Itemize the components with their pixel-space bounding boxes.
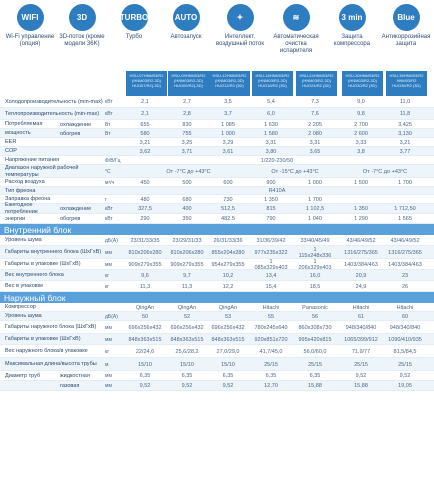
table-cell: 1 085x329x403: [254, 258, 288, 271]
feature-label: Интеллект. воздушный поток: [215, 34, 265, 47]
table-cell: 9,52: [399, 373, 411, 379]
table-cell: 1 350: [264, 196, 278, 203]
table-cell: 19,05: [398, 383, 412, 389]
table-cell: 10,2: [222, 272, 234, 279]
table-cell: 2 700: [354, 121, 368, 128]
spanned-cell: R410A: [268, 188, 286, 194]
table-cell: 2 205: [308, 121, 322, 128]
table-cell: 15,4: [265, 283, 277, 290]
feature-autostart: [160, 0, 212, 41]
table-cell: 1316/275/365: [388, 249, 422, 256]
table-cell: 1 500: [354, 179, 368, 186]
3d-flow-icon: 3D: [69, 4, 96, 31]
row-unit: мм: [105, 373, 112, 379]
table-row: [0, 235, 434, 246]
table-cell: 43/46/49/52: [390, 237, 420, 244]
row-unit: мм: [105, 336, 112, 343]
table-cell: 1403/384/463: [388, 261, 422, 268]
row-unit: дБ(А): [105, 313, 118, 320]
table-cell: 995x420x815: [298, 336, 332, 343]
table-cell: Hitachi: [396, 304, 414, 311]
row-sublabel: охлаждение: [60, 206, 92, 212]
row-unit: м: [105, 361, 109, 368]
row-unit: Вт: [105, 130, 111, 137]
table-cell: 1 115x248x336: [298, 246, 332, 259]
table-cell: 1 565: [398, 216, 412, 222]
table-cell: 810x206x280: [128, 249, 162, 256]
table-cell: 1 085: [221, 121, 235, 128]
table-row: [0, 371, 434, 381]
table-cell: 3,80: [265, 148, 277, 155]
row-sublabel: газовая: [60, 383, 80, 389]
table-cell: 790: [266, 216, 276, 222]
row-label: Вес внутреннего блока: [5, 272, 64, 278]
table-cell: 31/36/39/42: [256, 237, 286, 244]
model-header-3: HSU-12HNM03/R2 (HNM03/R2-3D) HUO12/R2 (3D): [209, 71, 251, 96]
table-cell: 909x279x355: [170, 261, 204, 268]
table-cell: 1 000: [308, 179, 322, 186]
table-cell: Panasonic: [302, 304, 328, 311]
table-cell: 450: [140, 179, 150, 186]
table-cell: 1 102,5: [305, 206, 325, 212]
feature-label: Автоматическая очистка испарителя: [273, 34, 319, 54]
table-cell: 3,21: [399, 139, 411, 146]
table-cell: 3,21: [139, 139, 151, 146]
table-cell: 7,6: [311, 111, 319, 117]
table-cell: 23/31/33/35: [130, 237, 160, 244]
table-cell: 26: [401, 283, 409, 290]
feature-wifi: [4, 0, 56, 48]
section-outdoor-title: Наружный блок: [0, 292, 434, 303]
table-cell: 23: [401, 272, 409, 279]
table-cell: 25/15: [398, 361, 412, 368]
row-unit: кВт: [105, 206, 113, 212]
table-cell: 22/24,6: [135, 348, 155, 355]
table-cell: 6,35: [222, 373, 234, 379]
spanned-cell: 1/220-230/50: [260, 157, 294, 164]
row-unit: м³/ч: [105, 179, 115, 186]
table-cell: 3,425: [398, 121, 412, 128]
feature-label: Турбо: [125, 34, 143, 40]
table-cell: 500: [182, 179, 192, 186]
table-row: [0, 312, 434, 321]
table-cell: 81,5/84,5: [393, 348, 417, 355]
table-cell: 848x363x515: [170, 336, 204, 343]
row-unit: мм: [105, 383, 112, 389]
table-cell: 6,35: [309, 373, 321, 379]
smart-airflow-icon: ✦: [227, 4, 254, 31]
anticorrosion-icon: Blue: [393, 4, 420, 31]
table-cell: 2,8: [183, 111, 191, 117]
table-cell: 11,8: [399, 111, 411, 117]
row-label: Расход воздуха: [5, 179, 45, 185]
table-cell: 27,0/29,0: [216, 348, 240, 355]
autostart-icon: AUTO: [173, 4, 200, 31]
feature-anticorrosion: [380, 0, 432, 48]
table-cell: 1065/399/912: [344, 336, 378, 343]
row-label: Вес в упаковке: [5, 283, 44, 289]
table-cell: 580: [140, 130, 150, 137]
table-cell: 50: [141, 313, 149, 320]
row-label: Габариты внутреннего блока (ШхГхВ): [5, 249, 102, 255]
table-cell: 3,65: [309, 148, 321, 155]
feature-icons-bar: [0, 0, 434, 70]
row-label: Габариты в упаковке (ШхГхВ): [5, 336, 81, 342]
table-cell: QingAn: [177, 304, 197, 311]
table-cell: [388, 195, 422, 204]
model-header-4: HSU-18HNM03/R2 (HNM03/R2-3D) HUO18/R2 (3D): [252, 71, 294, 96]
table-row: [0, 246, 434, 259]
table-cell: 25/15: [354, 361, 368, 368]
table-cell: 53: [224, 313, 232, 320]
table-cell: 56: [311, 313, 319, 320]
feature-label: Антикоррозийная защита: [381, 34, 431, 47]
header-label-blank: [0, 71, 128, 96]
grouped-cell: От -7°С до +43°С: [362, 168, 408, 175]
row-label: Теплопроизводительность (min-max): [5, 110, 100, 117]
table-cell: 11,3: [181, 283, 193, 290]
table-cell: 2,1: [141, 99, 149, 105]
table-cell: 680: [182, 196, 192, 203]
table-cell: 848x363x515: [211, 336, 245, 343]
row-unit: Ф/В/Гц: [105, 157, 121, 164]
table-cell: [344, 195, 378, 204]
model-header-1: HSU-07HNM03/R2 (HNM03/R2-3D) HUO07/R2(-3D): [126, 71, 168, 96]
row-unit: кВт: [105, 111, 113, 117]
row-unit: Вт: [105, 121, 111, 128]
table-cell: 954x279x355: [211, 261, 245, 268]
table-cell: 20,9: [355, 272, 367, 279]
table-cell: 60: [401, 313, 409, 320]
table-row: [0, 187, 434, 195]
table-cell: 61: [357, 313, 365, 320]
table-cell: 56,0/60,0: [303, 348, 327, 355]
row-label: Напряжение питания: [5, 157, 60, 163]
table-cell: 1 350: [354, 206, 368, 212]
table-cell: 1 206x329x403: [298, 258, 332, 271]
row-unit: мм: [105, 261, 112, 268]
table-cell: 696x256x432: [170, 324, 204, 331]
table-cell: 1316/275/365: [344, 249, 378, 256]
table-cell: 11,0: [399, 99, 411, 105]
row-label: Холодопроизводительность (min-max): [5, 98, 103, 105]
table-cell: Hitachi: [352, 304, 370, 311]
row-unit: мм: [105, 324, 112, 331]
grouped-cell: От -7°С до +43°С: [166, 168, 211, 175]
table-cell: 290: [140, 216, 150, 222]
table-cell: 855x204x280: [211, 249, 245, 256]
table-cell: 25,6/28,2: [175, 348, 199, 355]
table-cell: 1 040: [308, 216, 322, 222]
table-cell: 41,7/45,0: [259, 348, 283, 355]
row-unit: кг: [105, 348, 110, 355]
table-cell: 11,3: [139, 283, 151, 290]
table-cell: 15,88: [308, 383, 322, 389]
table-cell: 327,5: [138, 206, 152, 212]
table-cell: 6,35: [181, 373, 193, 379]
table-row: [0, 345, 434, 358]
table-cell: 482,5: [221, 216, 235, 222]
table-cell: 815: [266, 206, 276, 212]
row-label: Диаметр труб: [5, 372, 41, 379]
table-cell: 780x245x640: [254, 324, 288, 331]
row-unit: дБ(А): [105, 237, 118, 244]
table-cell: 948/340/840: [345, 324, 377, 331]
row-unit: г: [105, 196, 107, 203]
row-unit: кВт: [105, 99, 113, 105]
table-cell: 55: [267, 313, 275, 320]
table-row: [0, 147, 434, 156]
table-cell: 3,130: [398, 130, 412, 137]
row-label: EER: [5, 139, 17, 145]
model-header-row: [0, 71, 434, 96]
table-cell: 3,5: [224, 99, 232, 105]
table-cell: 2,1: [141, 111, 149, 117]
table-cell: 23/29/31/33: [172, 237, 202, 244]
feature-self-clean: [270, 0, 322, 55]
table-row: [0, 270, 434, 281]
table-cell: 900: [266, 179, 276, 186]
table-cell: 15/10: [138, 361, 152, 368]
row-label: мощность: [5, 130, 31, 136]
table-cell: QingAn: [218, 304, 238, 311]
table-cell: 9,7: [183, 272, 191, 279]
table-cell: 1 000: [221, 130, 235, 137]
table-cell: 1 580: [264, 130, 278, 137]
model-header-5: HSU-24HNM03/R2 (HNM03/R2-3D) HUO24/R2 (3D): [296, 71, 338, 96]
table-row: [0, 259, 434, 270]
table-row: [0, 108, 434, 120]
feature-label: Wi-Fi управление (опция): [5, 34, 55, 47]
table-cell: 2 600: [354, 130, 368, 137]
table-cell: 1 712,50: [394, 206, 416, 212]
row-label: Тип фреона: [5, 187, 36, 194]
table-cell: 3,77: [399, 148, 411, 155]
table-row: [0, 321, 434, 334]
table-row: [0, 334, 434, 345]
table-cell: QingAn: [135, 304, 155, 311]
table-cell: 12,70: [264, 383, 278, 389]
model-header-7: HSU-36HNM03/R2 HNM03/R2 HUO36/R2 (3D): [386, 71, 428, 96]
table-cell: 655: [140, 121, 150, 128]
table-cell: 7,3: [311, 99, 319, 105]
self-clean-icon: ≋: [283, 4, 310, 31]
table-cell: 909x279x355: [128, 261, 162, 268]
table-cell: 3,31: [265, 139, 277, 146]
table-cell: 71,9/77: [351, 348, 371, 355]
row-sublabel: обогрев: [60, 130, 81, 137]
table-row: [0, 129, 434, 138]
table-cell: 3,29: [222, 139, 234, 146]
feature-smart-airflow: [214, 0, 266, 48]
model-header-2: HSU-09HNM03/R2 (HNM03/R2-3D) HUO09/R2(-3D): [168, 71, 210, 96]
table-cell: 9,52: [139, 383, 151, 389]
feature-label: Защита компрессора: [333, 34, 371, 47]
table-cell: 25/15: [308, 361, 322, 368]
table-cell: 3,33: [355, 139, 367, 146]
table-cell: 600: [223, 179, 233, 186]
table-row: [0, 138, 434, 147]
row-unit: мм: [105, 249, 112, 256]
row-label: Уровень шума: [5, 237, 42, 243]
table-row: [0, 281, 434, 292]
table-row: [0, 165, 434, 178]
wifi-icon: WIFI: [17, 4, 44, 31]
row-label: энергии: [5, 215, 26, 222]
row-label: Ежегодное потребление: [5, 202, 38, 215]
table-cell: 15,88: [354, 383, 368, 389]
row-sublabel: жидкостная: [60, 373, 90, 379]
table-cell: 6,35: [139, 373, 151, 379]
table-cell: 16,0: [309, 272, 321, 279]
row-unit: кг: [105, 283, 110, 290]
table-cell: 9,52: [222, 383, 234, 389]
table-cell: 948/340/840: [389, 324, 421, 331]
table-row: [0, 303, 434, 312]
table-cell: 52: [183, 313, 191, 320]
table-cell: 400: [182, 206, 192, 212]
grouped-cell: От -15°С до +43°С: [271, 168, 319, 175]
table-cell: 3,7: [224, 111, 232, 117]
row-label: Компрессор: [5, 304, 36, 310]
table-cell: 1 700: [308, 196, 322, 203]
row-label: Габариты в упаковке (ШхГхВ): [5, 261, 81, 267]
table-cell: 15/10: [221, 361, 235, 368]
table-cell: 1 700: [398, 179, 412, 186]
row-label: Уровень шума: [5, 313, 42, 319]
table-cell: 696x256x432: [128, 324, 162, 331]
table-row: [0, 214, 434, 224]
table-cell: 43/46/49/52: [346, 237, 376, 244]
table-row: [0, 358, 434, 371]
table-cell: 3,8: [357, 148, 365, 155]
table-row: [0, 381, 434, 391]
table-cell: 1090/410/935: [388, 336, 422, 343]
row-sublabel: охлаждение: [60, 121, 92, 128]
table-cell: 12,2: [222, 283, 234, 290]
table-cell: 480: [140, 196, 150, 203]
feature-label: Автозапуск: [170, 34, 202, 40]
feature-label: 3D-поток (кроме модели 36K): [59, 34, 105, 47]
table-cell: 3,62: [139, 148, 151, 155]
section-indoor-title: Внутренний блок: [0, 224, 434, 235]
table-cell: 1 290: [354, 216, 368, 222]
table-cell: 13,4: [265, 272, 277, 279]
row-label: Вес наружного блока/в упаковке: [5, 348, 88, 354]
table-cell: 9,52: [355, 373, 367, 379]
table-cell: 2 080: [308, 130, 322, 137]
row-unit: °С: [105, 168, 111, 175]
table-cell: 860x308x730: [298, 324, 332, 331]
table-cell: 9,8: [357, 111, 365, 117]
table-cell: 977x235x322: [254, 249, 288, 256]
table-row: [0, 195, 434, 204]
table-row: [0, 96, 434, 108]
table-cell: 920x851x720: [254, 336, 288, 343]
table-cell: 9,6: [141, 272, 149, 279]
table-cell: 3,31: [309, 139, 321, 146]
table-cell: 33/40/45/49: [300, 237, 330, 244]
table-cell: 730: [223, 196, 233, 203]
model-header-6: HSU-30HNM03/R2 (HNM03/R2-3D) HUO30/R2 (3D): [342, 71, 384, 96]
feature-turbo: [108, 0, 160, 41]
row-label: Заправка фреона: [5, 196, 51, 202]
row-sublabel: обогрев: [60, 216, 81, 222]
table-cell: 25/15: [264, 361, 278, 368]
row-unit: кВт: [105, 216, 113, 222]
table-cell: 696x256x432: [211, 324, 245, 331]
compressor-protect-icon: 3 min: [339, 4, 366, 31]
table-row: [0, 120, 434, 129]
table-cell: 3,25: [181, 139, 193, 146]
table-cell: 350: [182, 216, 192, 222]
table-cell: 26/31/33/36: [213, 237, 243, 244]
table-cell: Hitachi: [262, 304, 280, 311]
feature-3d-flow: [56, 0, 108, 48]
table-cell: 18,5: [309, 283, 321, 290]
table-cell: 3,61: [222, 148, 234, 155]
table-cell: 1 630: [264, 121, 278, 128]
row-label: COP: [5, 148, 17, 154]
table-cell: 6,35: [265, 373, 277, 379]
table-cell: 5,4: [267, 99, 275, 105]
table-cell: 1403/384/463: [344, 261, 378, 268]
feature-compressor-protect: [326, 0, 378, 48]
table-cell: 755: [182, 130, 192, 137]
table-cell: 512,5: [221, 206, 235, 212]
row-label: Максимальная длина/высота трубы: [5, 361, 97, 367]
table-cell: 2,7: [183, 99, 191, 105]
table-cell: 24,9: [355, 283, 367, 290]
table-cell: 9,52: [181, 383, 193, 389]
table-cell: 848x363x515: [128, 336, 162, 343]
table-cell: 3,71: [181, 148, 193, 155]
table-row: [0, 178, 434, 187]
row-label: Габариты наружного блока (ШхГхВ): [5, 324, 97, 330]
table-cell: 9,0: [357, 99, 365, 105]
table-row: [0, 204, 434, 214]
table-cell: 830: [182, 121, 192, 128]
row-unit: кг: [105, 272, 110, 279]
table-cell: 810x206x280: [170, 249, 204, 256]
row-label: Диапазон наружной рабочей температуры: [5, 164, 79, 178]
table-cell: 15/10: [180, 361, 194, 368]
turbo-icon: TURBO: [121, 4, 148, 31]
table-cell: 6,0: [267, 111, 275, 117]
row-label: Потребляемая: [5, 121, 43, 127]
